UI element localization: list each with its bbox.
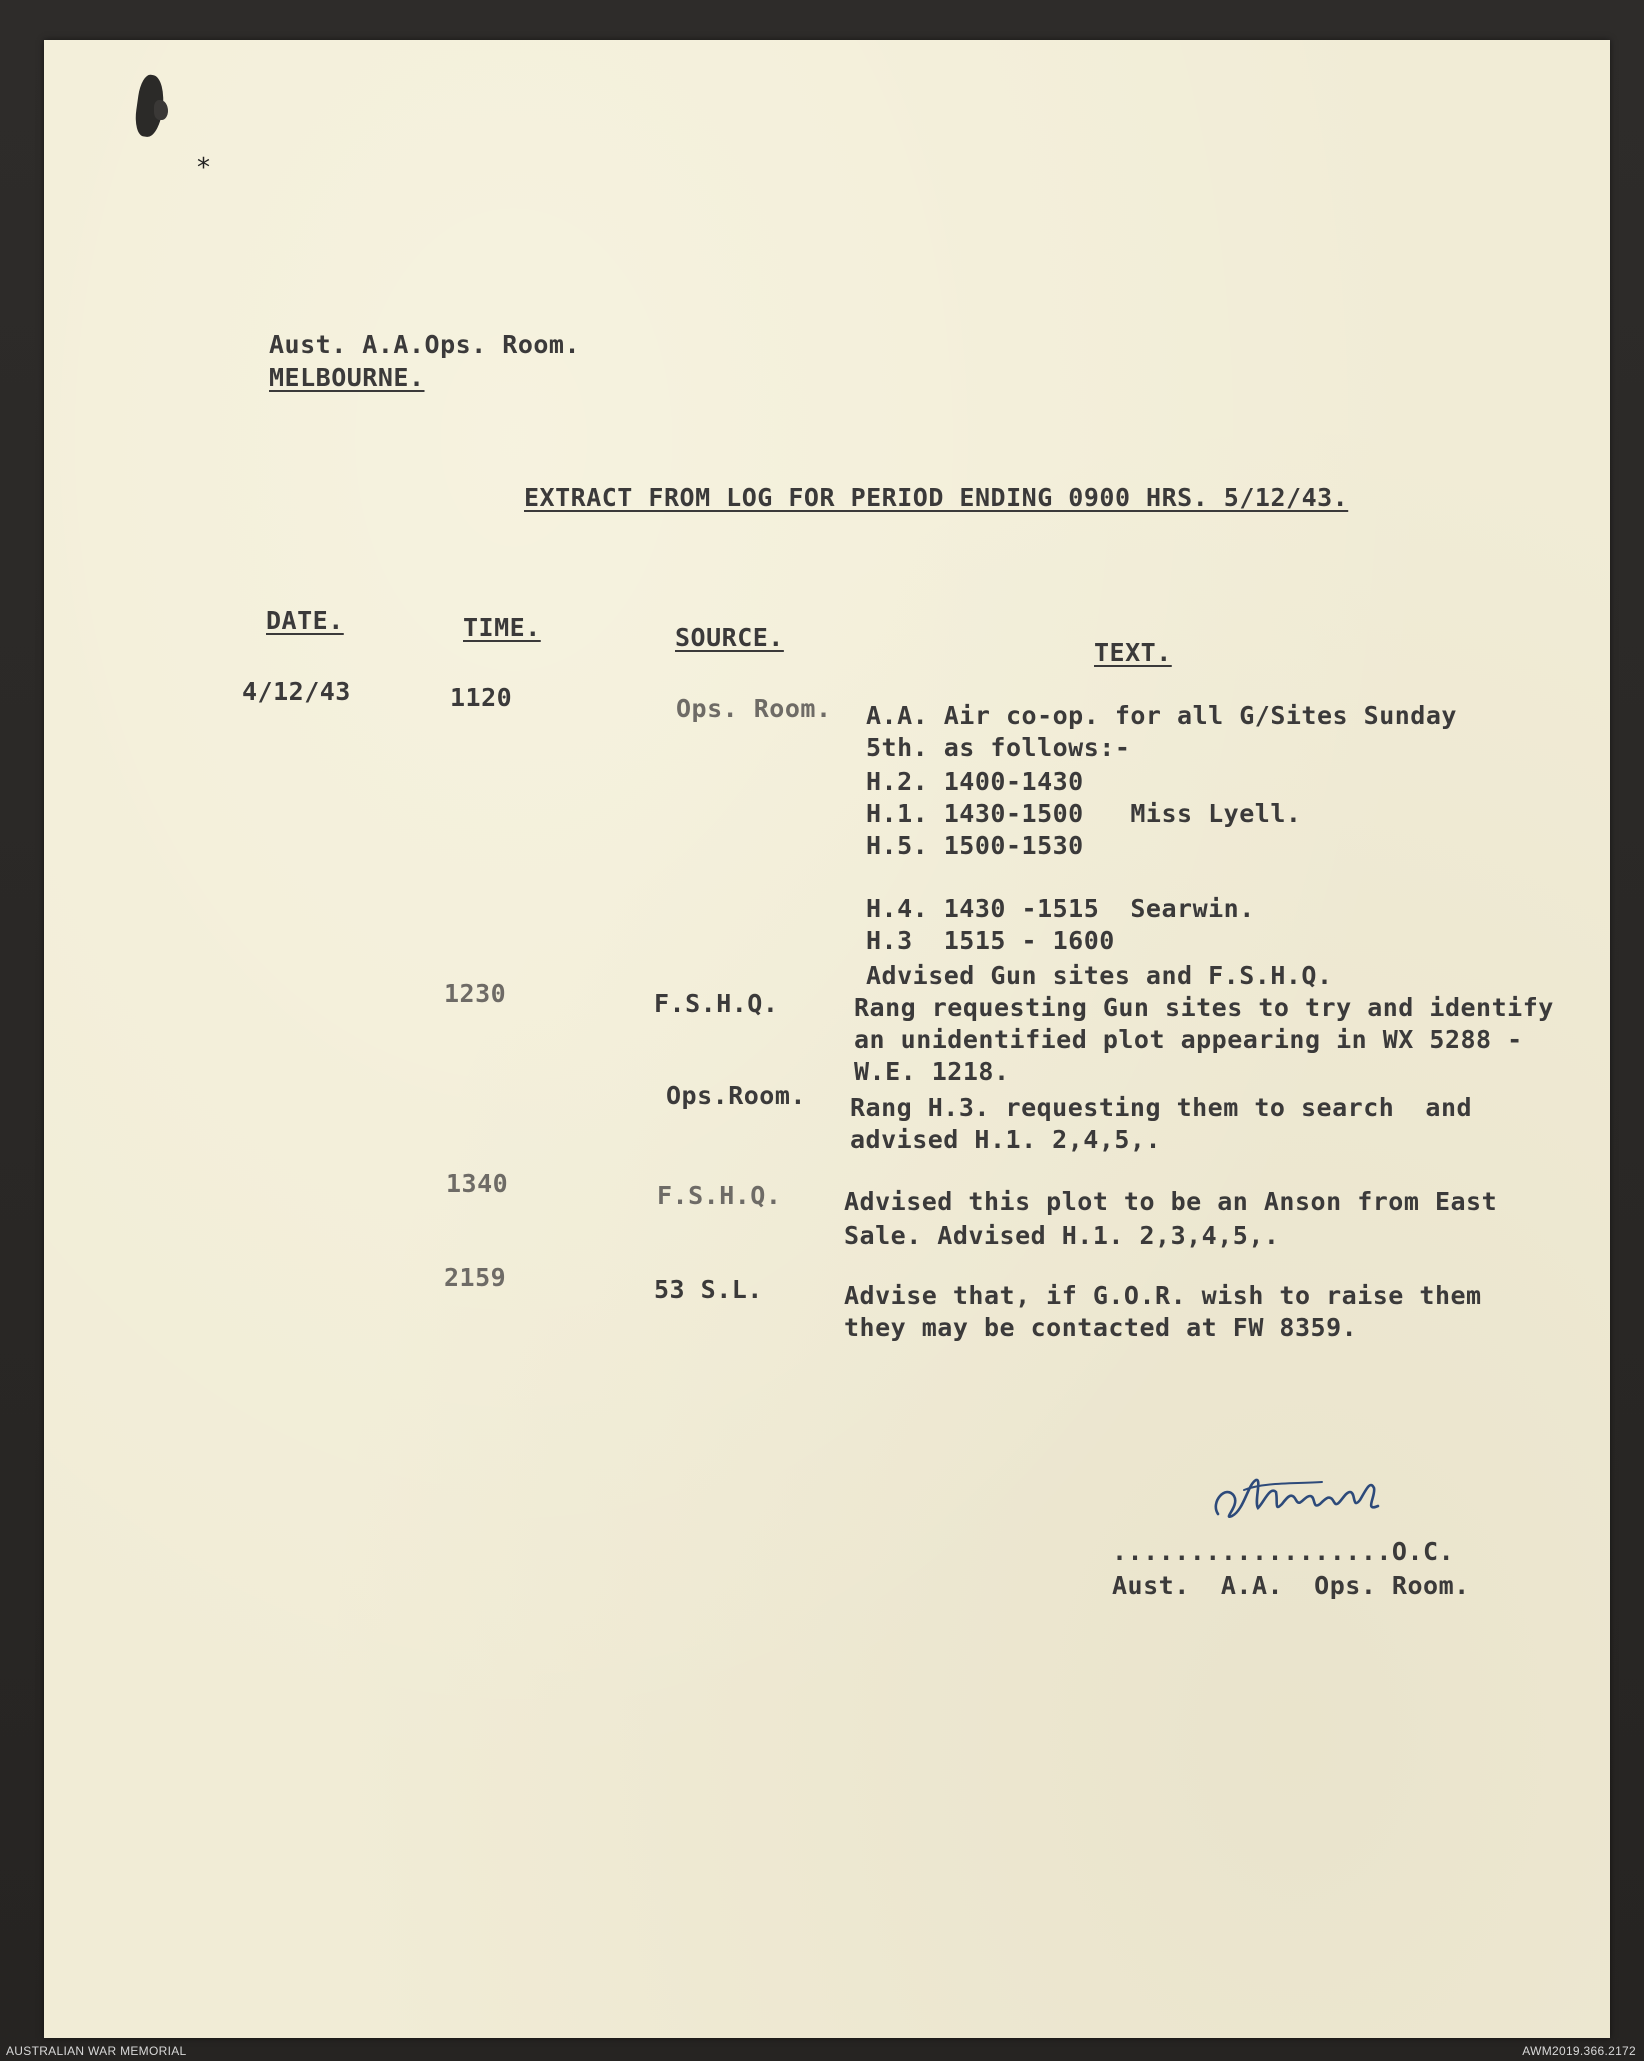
entry-2-source: F.S.H.Q. [654,989,779,1018]
entry-2-time: 1230 [444,979,507,1008]
entry-3-text-line: Rang H.3. requesting them to search and [850,1093,1473,1122]
entry-1-text-line: H.5. 1500-1530 [866,831,1084,860]
entry-4-time: 1340 [446,1169,509,1198]
entry-1-text-line: Advised Gun sites and F.S.H.Q. [866,961,1333,990]
entry-3-source: Ops.Room. [666,1081,806,1110]
entry-5-time: 2159 [444,1263,507,1292]
entry-4-text-line: Advised this plot to be an Anson from East [844,1187,1498,1216]
column-header-source: SOURCE. [675,623,784,652]
column-header-date: DATE. [266,606,344,635]
footer-left: AUSTRALIAN WAR MEMORIAL [6,2044,187,2058]
entry-4-source: F.S.H.Q. [657,1181,782,1210]
entry-5-text-line: Advise that, if G.O.R. wish to raise them [844,1281,1482,1310]
entry-1-text-line: H.2. 1400-1430 [866,767,1084,796]
entry-1-text-line: A.A. Air co-op. for all G/Sites Sunday [866,701,1457,730]
column-header-text: TEXT. [1094,638,1172,667]
punch-hole-tear [154,100,168,120]
asterisk-mark: * [197,153,210,183]
entry-1-text-line: H.1. 1430-1500 Miss Lyell. [866,799,1302,828]
entry-2-text-line: an unidentified plot appearing in WX 5288 - [854,1025,1523,1054]
entry-4-text-line: Sale. Advised H.1. 2,3,4,5,. [844,1221,1280,1250]
entry-2-text-line: W.E. 1218. [854,1057,1010,1086]
footer-right: AWM2019.366.2172 [1522,2044,1636,2058]
entry-1-source: Ops. Room. [676,694,832,723]
entry-1-text-line: 5th. as follows:- [866,733,1131,762]
org-line-2: MELBOURNE. [269,363,425,392]
entry-5-source: 53 S.L. [654,1275,763,1304]
document-page [44,40,1610,2038]
entry-1-text-line: H.3 1515 - 1600 [866,926,1115,955]
entry-3-text-line: advised H.1. 2,4,5,. [850,1125,1162,1154]
entry-1-time: 1120 [450,683,513,712]
entry-2-text-line: Rang requesting Gun sites to try and identify [854,993,1554,1022]
org-line-1: Aust. A.A.Ops. Room. [269,330,581,359]
entry-5-text-line: they may be contacted at FW 8359. [844,1313,1358,1342]
entry-1-date: 4/12/43 [242,677,351,706]
signoff-line-1: ..................O.C. [1112,1537,1455,1566]
signoff-line-2: Aust. A.A. Ops. Room. [1112,1571,1470,1600]
column-header-time: TIME. [463,613,541,642]
document-title: EXTRACT FROM LOG FOR PERIOD ENDING 0900 HRS. 5/12/43. [524,483,1349,512]
handwritten-signature [1204,1462,1394,1532]
entry-1-text-line: H.4. 1430 -1515 Searwin. [866,894,1255,923]
